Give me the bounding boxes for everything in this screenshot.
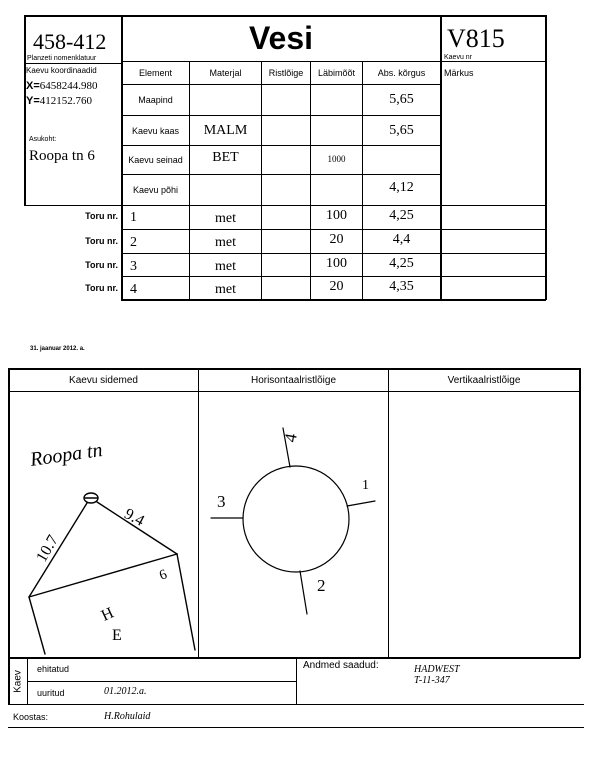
row-element: Kaevu seinad bbox=[128, 155, 183, 165]
address: Roopa tn 6 bbox=[29, 148, 95, 164]
built-label: ehitatud bbox=[37, 664, 70, 674]
col-header-vertical-section: Vertikaalristlõige bbox=[447, 375, 521, 386]
section-label-1: 1 bbox=[362, 478, 369, 493]
pipe-number: 1 bbox=[130, 210, 137, 225]
address-label: Asukoht: bbox=[29, 136, 57, 143]
row-material: MALM bbox=[203, 122, 248, 138]
document-title: Vesi bbox=[248, 20, 314, 56]
pipe-diameter: 20 bbox=[329, 232, 344, 247]
well-id: V815 bbox=[447, 24, 505, 53]
surveyed-label: uuritud bbox=[37, 688, 65, 698]
sketch-mark-h: H bbox=[98, 604, 117, 625]
y-coordinate bbox=[26, 95, 92, 107]
pipe-diameter: 20 bbox=[329, 279, 344, 294]
notes-label: Märkus bbox=[444, 68, 474, 78]
section-label-2: 2 bbox=[317, 576, 326, 595]
data-source-label: Andmed saadud: bbox=[303, 660, 379, 671]
row-height: 4,12 bbox=[389, 180, 414, 195]
sketch-street-label: Roopa tn bbox=[28, 439, 104, 471]
row-material: BET bbox=[212, 150, 239, 165]
pipe-diameter: 100 bbox=[326, 208, 347, 223]
col-header-abs-height: Abs. kõrgus bbox=[377, 68, 426, 78]
pipe-material: met bbox=[215, 235, 236, 250]
surveyed-value: 01.2012.a. bbox=[104, 686, 147, 697]
row-height: 5,65 bbox=[389, 122, 414, 138]
data-source-code: T-11-347 bbox=[414, 675, 450, 686]
sheet-code-label: Planzeti nomenklatuur bbox=[27, 55, 97, 62]
document-date: 31. jaanuar 2012. a. bbox=[30, 346, 85, 352]
x-coordinate bbox=[26, 80, 98, 92]
horizontal-section-drawing bbox=[199, 392, 388, 657]
pipe-height: 4,35 bbox=[389, 279, 414, 294]
sketch-distance-1: 10.7 bbox=[33, 532, 62, 566]
y-label: Y= bbox=[26, 95, 40, 107]
sketch-distance-2: 9.4 bbox=[121, 505, 148, 530]
compiled-by: H.Rohulaid bbox=[104, 711, 151, 722]
col-header-well-connections: Kaevu sidemed bbox=[69, 375, 138, 386]
pipe-label: Toru nr. bbox=[85, 236, 118, 246]
section-label-4: 4 bbox=[280, 432, 301, 444]
pipe-label: Toru nr. bbox=[85, 211, 118, 221]
y-value: 412152.760 bbox=[39, 95, 93, 107]
row-element: Kaevu põhi bbox=[132, 185, 179, 195]
row-element: Maapind bbox=[138, 95, 173, 105]
pipe-height: 4,25 bbox=[389, 256, 414, 271]
row-diameter: 1000 bbox=[327, 154, 346, 164]
col-header-element: Element bbox=[138, 68, 173, 78]
pipe-diameter: 100 bbox=[326, 256, 347, 271]
x-value: 6458244.980 bbox=[39, 80, 98, 92]
sheet-code: 458-412 bbox=[33, 29, 107, 54]
pipe-number: 4 bbox=[130, 282, 137, 297]
pipe-label: Toru nr. bbox=[85, 283, 118, 293]
section-label-3: 3 bbox=[217, 492, 226, 511]
row-height: 5,65 bbox=[389, 92, 414, 107]
well-id-label: Kaevu nr bbox=[444, 54, 473, 61]
sketch-mark-e: E bbox=[112, 627, 122, 644]
col-header-material: Materjal bbox=[209, 68, 242, 78]
row-element: Kaevu kaas bbox=[131, 125, 180, 136]
pipe-material: met bbox=[215, 282, 236, 297]
pipe-label: Toru nr. bbox=[85, 260, 118, 270]
pipe-number: 3 bbox=[130, 259, 137, 274]
data-source-name: HADWEST bbox=[414, 664, 460, 675]
pipe-number: 2 bbox=[130, 235, 137, 250]
pipe-height: 4,25 bbox=[389, 208, 414, 223]
pipe-material: met bbox=[215, 211, 236, 226]
sketch-house-number: 6 bbox=[157, 567, 170, 584]
coords-label: Kaevu koordinaadid bbox=[26, 66, 97, 75]
pipe-material: met bbox=[215, 259, 236, 274]
kaev-label: Kaev bbox=[12, 670, 24, 693]
compiled-label: Koostas: bbox=[13, 712, 49, 722]
col-header-cross-section: Ristlõige bbox=[268, 68, 304, 78]
col-header-horizontal-section: Horisontaalristlõige bbox=[250, 375, 337, 386]
x-label: X= bbox=[26, 80, 40, 92]
col-header-diameter: Läbimõõt bbox=[317, 68, 356, 78]
pipe-height: 4,4 bbox=[392, 232, 411, 247]
